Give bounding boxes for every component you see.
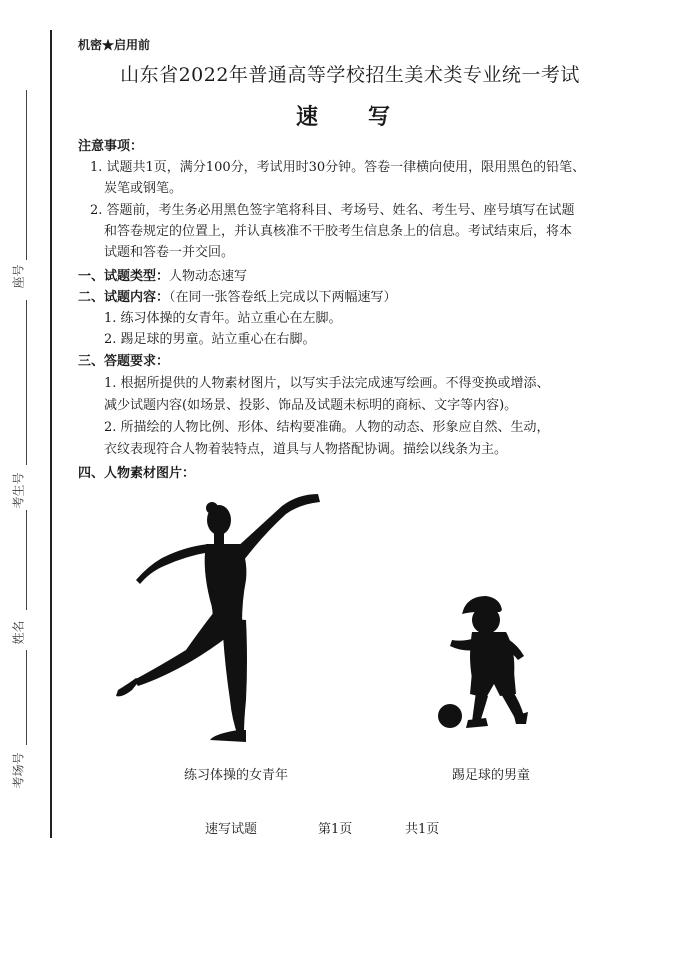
section-images-label: 四、人物素材图片：	[78, 466, 196, 481]
requirement-line: 减少试题内容(如场景、投影、饰品及试题未标明的商标、文字等内容)。	[104, 398, 518, 413]
seat-label: 座号	[11, 264, 26, 289]
note-line: 炭笔或钢笔。	[104, 181, 183, 196]
requirement-line: 衣纹表现符合人物着装特点，道具与人物搭配协调。描绘以线条为主。	[104, 442, 508, 457]
note-line: 试题和答卷一并交回。	[104, 245, 235, 260]
section-type-value: 人物动态速写	[169, 269, 248, 284]
notes-heading: 注意事项：	[78, 139, 144, 154]
note-line: 和答卷规定的位置上，并认真核准不干胶考生信息条上的信息。考试结束后，将本	[104, 224, 573, 239]
footer-page: 第1页	[318, 822, 353, 837]
football-caption: 踢足球的男童	[452, 768, 531, 783]
football-ball	[438, 704, 462, 728]
note-line: 1. 试题共1页，满分100分，考试用时30分钟。答卷一律横向使用，限用黑色的铅笔、	[90, 160, 586, 175]
candidate-no-label: 考生号	[11, 472, 26, 509]
section-type-label: 一、试题类型：	[78, 269, 170, 284]
section-requirements-label: 三、答题要求：	[78, 354, 170, 369]
exam-title: 山东省2022年普通高等学校招生美术类专业统一考试	[120, 64, 580, 86]
football-boy-silhouette	[438, 596, 528, 728]
subject-title: 速 写	[295, 105, 404, 130]
gymnast-caption: 练习体操的女青年	[184, 768, 289, 783]
exam-site-label: 考场号	[11, 752, 26, 789]
name-label: 姓名	[11, 620, 26, 645]
footer-total: 共1页	[405, 822, 440, 837]
requirement-line: 1. 根据所提供的人物素材图片，以写实手法完成速写绘画。不得变换或增添、	[104, 376, 550, 391]
content-item: 2. 踢足球的男童。站立重心在右脚。	[104, 332, 316, 347]
section-content-label: 二、试题内容：	[78, 290, 170, 305]
gymnast-silhouette	[116, 494, 320, 742]
requirement-line: 2. 所描绘的人物比例、形体、结构要准确。人物的动态、形象应自然、生动，	[104, 420, 550, 435]
confidential-mark: 机密★启用前	[78, 38, 151, 52]
section-content-value: （在同一张答卷纸上完成以下两幅速写）	[169, 290, 397, 305]
footer-subject: 速写试题	[205, 822, 258, 837]
content-item: 1. 练习体操的女青年。站立重心在左脚。	[104, 311, 342, 326]
note-line: 2. 答题前，考生务必用黑色签字笔将科目、考场号、姓名、考生号、座号填写在试题	[90, 203, 575, 218]
